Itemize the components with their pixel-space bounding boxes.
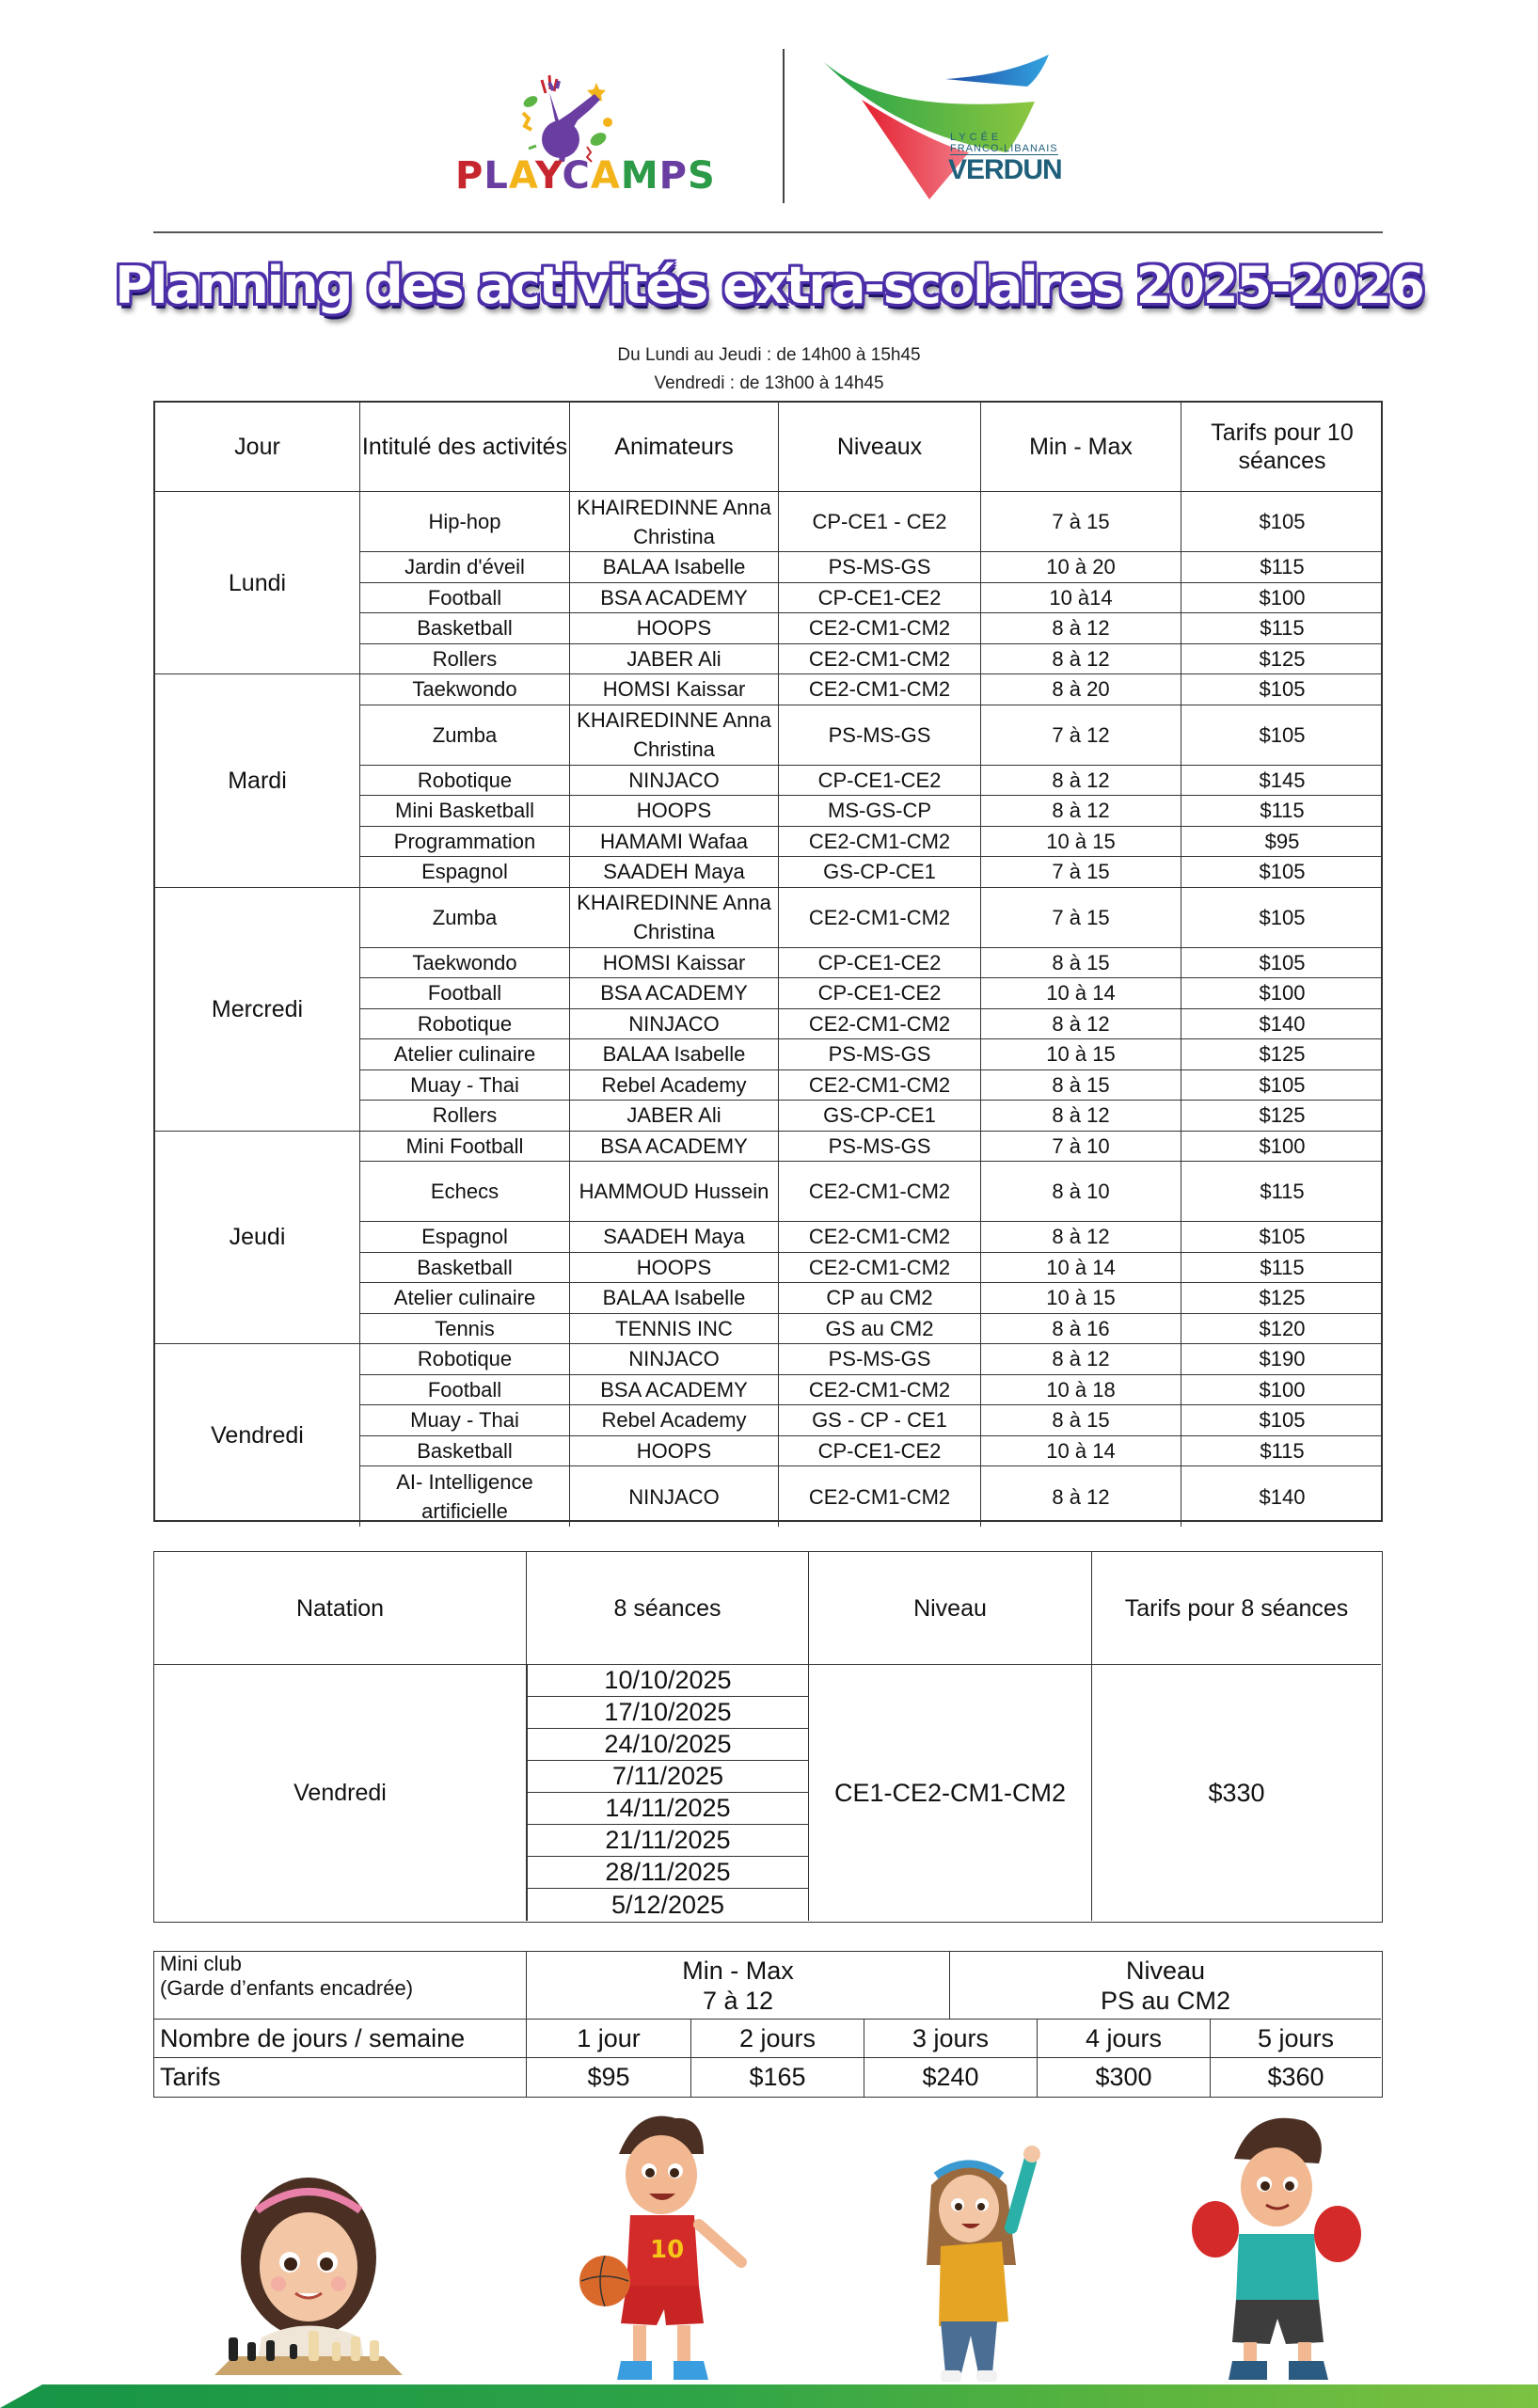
activity-cell: Robotique xyxy=(360,766,570,797)
level-cell: PS-MS-GS xyxy=(779,552,981,583)
activity-cell: Espagnol xyxy=(360,1222,570,1253)
minmax-cell: 8 à 12 xyxy=(981,766,1181,797)
schedule-mon-thu: Du Lundi au Jeudi : de 14h00 à 15h45 xyxy=(617,345,921,365)
level-cell: CE2-CM1-CM2 xyxy=(779,1375,981,1406)
animator-cell: NINJACO xyxy=(570,1009,779,1040)
activity-cell: Basketball xyxy=(360,613,570,644)
level-cell: PS-MS-GS xyxy=(779,1039,981,1070)
day-cell-mercredi: Mercredi xyxy=(155,888,360,1132)
level-cell: PS-MS-GS xyxy=(779,1344,981,1375)
activity-cell: Hip-hop xyxy=(360,492,570,552)
boy-basketball-illustration xyxy=(563,2107,769,2384)
animator-cell: TENNIS INC xyxy=(570,1314,779,1345)
level-cell: CE2-CM1-CM2 xyxy=(779,827,981,858)
minmax-cell: 8 à 15 xyxy=(981,948,1181,979)
price-cell: $125 xyxy=(1181,644,1383,675)
minmax-cell: 7 à 15 xyxy=(981,492,1181,552)
activity-cell: Rollers xyxy=(360,644,570,675)
animator-cell: HAMMOUD Hussein xyxy=(570,1162,779,1222)
natation-header: Tarifs pour 8 séances xyxy=(1092,1552,1381,1665)
level-cell: CE2-CM1-CM2 xyxy=(779,1070,981,1101)
activity-cell: Echecs xyxy=(360,1162,570,1222)
days-option-cell: 5 jours xyxy=(1211,2020,1381,2058)
days-price-cell: $165 xyxy=(691,2058,864,2097)
animator-cell: SAADEH Maya xyxy=(570,1222,779,1253)
price-cell: $115 xyxy=(1181,1436,1383,1467)
animator-cell: NINJACO xyxy=(570,1466,779,1527)
price-cell: $115 xyxy=(1181,613,1383,644)
mini-club-subtitle: (Garde d’enfants encadrée) xyxy=(160,1976,414,2000)
minmax-cell: 10 à 14 xyxy=(981,978,1181,1009)
level-cell: CE2-CM1-CM2 xyxy=(779,1253,981,1284)
svg-text:10: 10 xyxy=(650,2236,685,2264)
activity-cell: Zumba xyxy=(360,888,570,948)
minmax-value: 7 à 12 xyxy=(702,1986,774,2015)
activity-cell: AI- Intelligence artificielle xyxy=(360,1466,570,1527)
minmax-cell: 8 à 12 xyxy=(981,1344,1181,1375)
price-cell: $105 xyxy=(1181,492,1383,552)
price-cell: $105 xyxy=(1181,857,1383,888)
activity-cell: Mini Football xyxy=(360,1132,570,1163)
minmax-cell: 8 à 15 xyxy=(981,1070,1181,1101)
activity-cell: Robotique xyxy=(360,1344,570,1375)
days-option-cell: 1 jour xyxy=(527,2020,691,2058)
minmax-cell: 8 à 10 xyxy=(981,1162,1181,1222)
animator-cell: BALAA Isabelle xyxy=(570,1039,779,1070)
column-header: Niveaux xyxy=(779,403,981,492)
mini-club-label-cell xyxy=(154,1952,527,2020)
activity-cell: Mini Basketball xyxy=(360,796,570,827)
natation-header: Natation xyxy=(154,1552,527,1665)
days-price-cell: $240 xyxy=(864,2058,1038,2097)
level-cell: PS-MS-GS xyxy=(779,705,981,766)
days-option-cell: 2 jours xyxy=(691,2020,864,2058)
animator-cell: HOOPS xyxy=(570,796,779,827)
price-cell: $115 xyxy=(1181,1162,1383,1222)
days-price-cell: $95 xyxy=(527,2058,691,2097)
level-cell: CE2-CM1-CM2 xyxy=(779,644,981,675)
natation-header: 8 séances xyxy=(527,1552,809,1665)
minmax-cell: 10 à 14 xyxy=(981,1253,1181,1284)
activity-cell: Espagnol xyxy=(360,857,570,888)
minmax-cell: 8 à 12 xyxy=(981,644,1181,675)
natation-date-cell: 5/12/2025 xyxy=(527,1889,809,1921)
activity-cell: Zumba xyxy=(360,705,570,766)
level-cell: GS au CM2 xyxy=(779,1314,981,1345)
column-header: Animateurs xyxy=(570,403,779,492)
verdun-line3: VERDUN xyxy=(948,154,1062,185)
price-cell: $105 xyxy=(1181,1070,1383,1101)
level-cell: CP-CE1-CE2 xyxy=(779,1436,981,1467)
minmax-cell: 8 à 16 xyxy=(981,1314,1181,1345)
natation-date-cell: 28/11/2025 xyxy=(527,1857,809,1889)
header-divider xyxy=(153,231,1383,233)
natation-date-cell: 24/10/2025 xyxy=(527,1729,809,1761)
price-cell: $145 xyxy=(1181,766,1383,797)
level-cell: GS-CP-CE1 xyxy=(779,1101,981,1132)
activity-cell: Football xyxy=(360,978,570,1009)
animator-cell: NINJACO xyxy=(570,766,779,797)
natation-header: Niveau xyxy=(809,1552,1092,1665)
page-title: Planning des activités extra-scolaires 2025-2026 xyxy=(115,256,1423,315)
days-option-cell: 4 jours xyxy=(1038,2020,1211,2058)
minmax-cell: 10 à 18 xyxy=(981,1375,1181,1406)
day-cell-mardi: Mardi xyxy=(155,674,360,888)
animator-cell: BSA ACADEMY xyxy=(570,1375,779,1406)
animator-cell: Rebel Academy xyxy=(570,1070,779,1101)
level-cell: GS-CP-CE1 xyxy=(779,857,981,888)
minmax-cell: 7 à 15 xyxy=(981,888,1181,948)
activity-cell: Jardin d'éveil xyxy=(360,552,570,583)
verdun-line1: LYCÉE xyxy=(950,132,1003,143)
natation-date-cell: 10/10/2025 xyxy=(527,1665,809,1697)
activities-table xyxy=(153,401,1383,1522)
activity-cell: Basketball xyxy=(360,1436,570,1467)
level-cell: CP au CM2 xyxy=(779,1283,981,1314)
level-cell: CE2-CM1-CM2 xyxy=(779,674,981,705)
animator-cell: HAMAMI Wafaa xyxy=(570,827,779,858)
price-cell: $100 xyxy=(1181,583,1383,614)
animator-cell: HOOPS xyxy=(570,1436,779,1467)
level-value: PS au CM2 xyxy=(1100,1986,1231,2015)
activity-cell: Football xyxy=(360,583,570,614)
price-cell: $125 xyxy=(1181,1039,1383,1070)
level-cell: CE2-CM1-CM2 xyxy=(779,888,981,948)
minmax-cell: 8 à 12 xyxy=(981,1009,1181,1040)
day-cell-jeudi: Jeudi xyxy=(155,1132,360,1345)
price-cell: $125 xyxy=(1181,1101,1383,1132)
price-cell: $125 xyxy=(1181,1283,1383,1314)
activity-cell: Atelier culinaire xyxy=(360,1039,570,1070)
level-cell: CP-CE1-CE2 xyxy=(779,583,981,614)
minmax-cell: 7 à 12 xyxy=(981,705,1181,766)
animator-cell: HOOPS xyxy=(570,1253,779,1284)
price-cell: $140 xyxy=(1181,1009,1383,1040)
column-header: Intitulé des activités xyxy=(360,403,570,492)
level-cell: GS - CP - CE1 xyxy=(779,1405,981,1436)
day-cell-lundi: Lundi xyxy=(155,492,360,674)
price-cell: $190 xyxy=(1181,1344,1383,1375)
activity-cell: Basketball xyxy=(360,1253,570,1284)
activity-cell: Programmation xyxy=(360,827,570,858)
activity-cell: Taekwondo xyxy=(360,948,570,979)
animator-cell: HOMSI Kaissar xyxy=(570,948,779,979)
animator-cell: BSA ACADEMY xyxy=(570,583,779,614)
mini-club-minmax-cell xyxy=(527,1952,950,2020)
minmax-cell: 8 à 12 xyxy=(981,613,1181,644)
natation-price-cell: $330 xyxy=(1208,1778,1265,1807)
animator-cell: Rebel Academy xyxy=(570,1405,779,1436)
price-cell: $105 xyxy=(1181,948,1383,979)
animator-cell: KHAIREDINNE Anna Christina xyxy=(570,888,779,948)
activity-cell: Tennis xyxy=(360,1314,570,1345)
price-cell: $105 xyxy=(1181,1222,1383,1253)
minmax-cell: 10 à 14 xyxy=(981,1436,1181,1467)
days-price-cell: $300 xyxy=(1038,2058,1211,2097)
price-cell: $95 xyxy=(1181,827,1383,858)
level-cell: CE2-CM1-CM2 xyxy=(779,613,981,644)
activity-cell: Atelier culinaire xyxy=(360,1283,570,1314)
natation-date-cell: 7/11/2025 xyxy=(527,1761,809,1793)
price-cell: $120 xyxy=(1181,1314,1383,1345)
price-cell: $105 xyxy=(1181,1405,1383,1436)
boy-boxing-illustration xyxy=(1187,2107,1366,2384)
animator-cell: KHAIREDINNE Anna Christina xyxy=(570,705,779,766)
tarifs-label: Tarifs xyxy=(154,2058,527,2097)
minmax-cell: 8 à 20 xyxy=(981,674,1181,705)
animator-cell: JABER Ali xyxy=(570,1101,779,1132)
price-cell: $105 xyxy=(1181,888,1383,948)
natation-day-cell: Vendredi xyxy=(154,1665,527,1921)
animator-cell: BSA ACADEMY xyxy=(570,978,779,1009)
animator-cell: BSA ACADEMY xyxy=(570,1132,779,1163)
natation-date-cell: 14/11/2025 xyxy=(527,1793,809,1825)
minmax-cell: 8 à 12 xyxy=(981,1466,1181,1527)
logo-divider xyxy=(783,49,785,203)
price-cell: $115 xyxy=(1181,1253,1383,1284)
level-cell: PS-MS-GS xyxy=(779,1132,981,1163)
activity-cell: Robotique xyxy=(360,1009,570,1040)
level-cell: CP-CE1-CE2 xyxy=(779,766,981,797)
price-cell: $115 xyxy=(1181,552,1383,583)
level-cell: CP-CE1 - CE2 xyxy=(779,492,981,552)
minmax-cell: 10 à 15 xyxy=(981,1283,1181,1314)
mini-club-title: Mini club xyxy=(160,1952,242,1975)
natation-level-cell: CE1-CE2-CM1-CM2 xyxy=(809,1665,1092,1921)
activity-cell: Football xyxy=(360,1375,570,1406)
minmax-cell: 10 à 15 xyxy=(981,827,1181,858)
animator-cell: BALAA Isabelle xyxy=(570,552,779,583)
footer-green-bar xyxy=(0,2384,1538,2408)
playcamps-wordmark: PLAYCAMPS xyxy=(455,154,716,198)
animator-cell: NINJACO xyxy=(570,1344,779,1375)
price-cell: $105 xyxy=(1181,705,1383,766)
animator-cell: HOOPS xyxy=(570,613,779,644)
natation-date-cell: 17/10/2025 xyxy=(527,1697,809,1729)
price-cell: $100 xyxy=(1181,1132,1383,1163)
playcamps-logo xyxy=(455,56,743,198)
price-cell: $115 xyxy=(1181,796,1383,827)
natation-date-cell: 21/11/2025 xyxy=(527,1825,809,1857)
animator-cell: BALAA Isabelle xyxy=(570,1283,779,1314)
days-per-week-label: Nombre de jours / semaine xyxy=(154,2020,527,2058)
mini-club-level-cell xyxy=(950,1952,1381,2020)
girl-waving-illustration xyxy=(903,2133,1063,2384)
days-option-cell: 3 jours xyxy=(864,2020,1038,2058)
activity-cell: Rollers xyxy=(360,1101,570,1132)
level-label: Niveau xyxy=(1125,1956,1206,1985)
price-cell: $100 xyxy=(1181,978,1383,1009)
minmax-cell: 8 à 12 xyxy=(981,1222,1181,1253)
verdun-line2: FRANCO-LIBANAIS xyxy=(950,143,1058,154)
price-cell: $105 xyxy=(1181,674,1383,705)
minmax-cell: 10 à 15 xyxy=(981,1039,1181,1070)
level-cell: CE2-CM1-CM2 xyxy=(779,1162,981,1222)
minmax-cell: 10 à 20 xyxy=(981,552,1181,583)
verdun-logo xyxy=(818,49,1091,204)
activity-cell: Muay - Thai xyxy=(360,1405,570,1436)
minmax-cell: 7 à 15 xyxy=(981,857,1181,888)
days-price-cell: $360 xyxy=(1267,2063,1324,2091)
level-cell: CE2-CM1-CM2 xyxy=(779,1009,981,1040)
minmax-cell: 8 à 15 xyxy=(981,1405,1181,1436)
girl-chess-illustration xyxy=(205,2163,421,2384)
price-cell: $100 xyxy=(1181,1375,1383,1406)
animator-cell: KHAIREDINNE Anna Christina xyxy=(570,492,779,552)
mini-club-table xyxy=(153,1951,1383,2098)
minmax-label: Min - Max xyxy=(682,1956,794,1985)
level-cell: CP-CE1-CE2 xyxy=(779,978,981,1009)
minmax-cell: 8 à 12 xyxy=(981,1101,1181,1132)
minmax-cell: 7 à 10 xyxy=(981,1132,1181,1163)
animator-cell: JABER Ali xyxy=(570,644,779,675)
level-cell: CP-CE1-CE2 xyxy=(779,948,981,979)
column-header: Jour xyxy=(155,403,360,492)
minmax-cell: 10 à14 xyxy=(981,583,1181,614)
price-cell: $140 xyxy=(1259,1484,1306,1509)
column-header: Tarifs pour 10 séances xyxy=(1181,403,1383,492)
activity-cell: Muay - Thai xyxy=(360,1070,570,1101)
day-cell-vendredi: Vendredi xyxy=(155,1344,360,1527)
animator-cell: HOMSI Kaissar xyxy=(570,674,779,705)
schedule-fri: Vendredi : de 13h00 à 14h45 xyxy=(654,373,884,393)
animator-cell: SAADEH Maya xyxy=(570,857,779,888)
level-cell: CE2-CM1-CM2 xyxy=(779,1466,981,1527)
level-cell: MS-GS-CP xyxy=(779,796,981,827)
natation-table xyxy=(153,1551,1383,1923)
activity-cell: Taekwondo xyxy=(360,674,570,705)
minmax-cell: 8 à 12 xyxy=(981,796,1181,827)
column-header: Min - Max xyxy=(981,403,1181,492)
level-cell: CE2-CM1-CM2 xyxy=(779,1222,981,1253)
